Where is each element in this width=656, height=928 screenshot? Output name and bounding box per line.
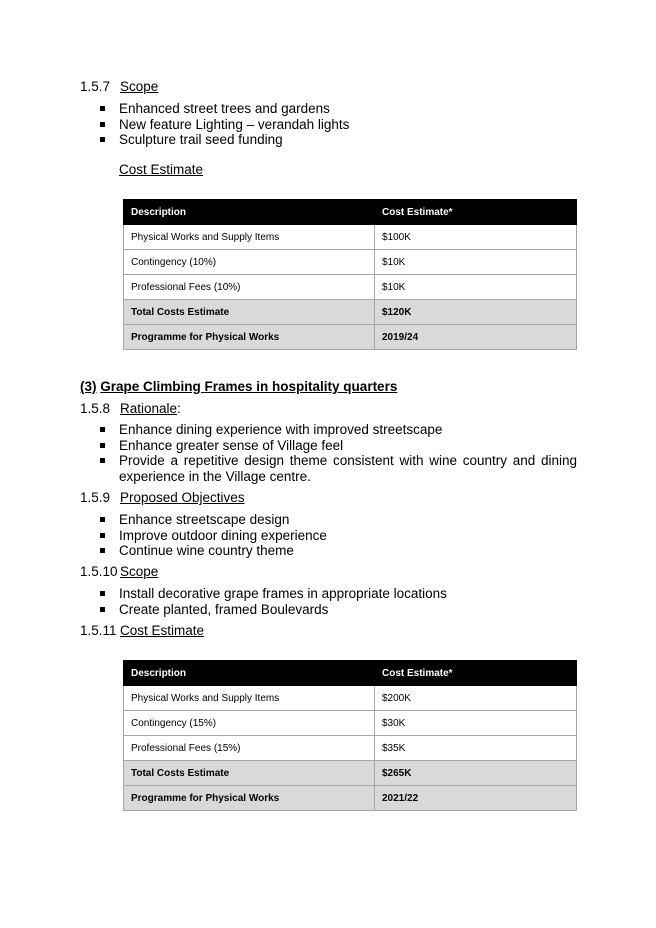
table-row xyxy=(124,686,577,711)
table-cell: $10K xyxy=(375,275,577,300)
table-cell: Professional Fees (10%) xyxy=(124,275,375,300)
table-cell: Contingency (10%) xyxy=(124,250,375,275)
bullet-icon xyxy=(100,591,105,596)
bullet-icon xyxy=(100,443,105,448)
table-cell: Programme for Physical Works xyxy=(124,786,375,811)
table-cell: Physical Works and Supply Items xyxy=(124,686,375,711)
bullet-icon xyxy=(100,427,105,432)
section-title-number: (3) xyxy=(80,379,97,394)
table-cell: Physical Works and Supply Items xyxy=(124,225,375,250)
table-cell: 2021/22 xyxy=(375,786,577,811)
bullet-icon xyxy=(100,122,105,127)
bullet-icon xyxy=(100,137,105,142)
table-row xyxy=(124,250,577,275)
table-header-row xyxy=(124,200,577,225)
list-item: Enhance dining experience with improved streetscape xyxy=(97,422,577,438)
table-row xyxy=(124,736,577,761)
table-cell: $35K xyxy=(375,736,577,761)
list-item: Install decorative grape frames in appropriate locations xyxy=(97,586,577,602)
cost-estimate-heading: Cost Estimate xyxy=(119,162,204,177)
table-row xyxy=(124,275,577,300)
list-item: Create planted, framed Boulevards xyxy=(97,602,577,618)
section-number: 1.5.9 xyxy=(80,490,111,505)
list-item: New feature Lighting – verandah lights xyxy=(97,117,577,133)
section-number: 1.5.10 xyxy=(80,564,118,579)
column-header: Description xyxy=(124,661,375,686)
scope2-bullet-list xyxy=(97,586,577,617)
bullet-icon xyxy=(100,607,105,612)
rationale-bullet-list xyxy=(97,422,577,484)
bullet-icon xyxy=(100,517,105,522)
table-row-programme xyxy=(124,786,577,811)
table-cell: $200K xyxy=(375,686,577,711)
list-item: Improve outdoor dining experience xyxy=(97,528,577,544)
section-heading-1-5-11 xyxy=(80,623,204,639)
bullet-icon xyxy=(100,533,105,538)
label-suffix: : xyxy=(177,401,181,416)
list-item: Enhance greater sense of Village feel xyxy=(97,438,577,454)
list-item: Enhance streetscape design xyxy=(97,512,577,528)
section-label: Cost Estimate xyxy=(120,623,205,638)
section-label: Scope xyxy=(120,79,159,94)
table-row xyxy=(124,711,577,736)
section-label: Proposed Objectives xyxy=(120,490,245,505)
table-cell: Total Costs Estimate xyxy=(124,300,375,325)
list-item: Provide a repetitive design theme consistent with wine country and dining experience in the Village centre. xyxy=(97,453,577,484)
column-header: Cost Estimate* xyxy=(375,661,577,686)
scope-bullet-list xyxy=(97,101,577,148)
table-cell: Programme for Physical Works xyxy=(124,325,375,350)
section-title-text: Grape Climbing Frames in hospitality quarters xyxy=(100,379,398,394)
table-cell: $265K xyxy=(375,761,577,786)
table-cell: $10K xyxy=(375,250,577,275)
objectives-bullet-list xyxy=(97,512,577,559)
table-cell: Total Costs Estimate xyxy=(124,761,375,786)
table-cell: Professional Fees (15%) xyxy=(124,736,375,761)
list-item: Enhanced street trees and gardens xyxy=(97,101,577,117)
table-row xyxy=(124,225,577,250)
bullet-icon xyxy=(100,458,105,463)
table-cell: 2019/24 xyxy=(375,325,577,350)
column-header: Cost Estimate* xyxy=(375,200,577,225)
section-heading-1-5-8 xyxy=(80,401,181,417)
section-title xyxy=(80,379,397,395)
section-heading-1-5-9 xyxy=(80,490,245,506)
section-label: Rationale xyxy=(120,401,178,416)
table-row-programme xyxy=(124,325,577,350)
table-header-row xyxy=(124,661,577,686)
table-row-total xyxy=(124,300,577,325)
bullet-icon xyxy=(100,106,105,111)
table-cell: $100K xyxy=(375,225,577,250)
cost-table-2 xyxy=(123,660,577,811)
table-cell: $30K xyxy=(375,711,577,736)
list-item: Continue wine country theme xyxy=(97,543,577,559)
table-cell: Contingency (15%) xyxy=(124,711,375,736)
list-item: Sculpture trail seed funding xyxy=(97,132,577,148)
table-cell: $120K xyxy=(375,300,577,325)
section-number: 1.5.7 xyxy=(80,79,111,94)
cost-table-1 xyxy=(123,199,577,350)
section-heading-1-5-7 xyxy=(80,79,158,95)
column-header: Description xyxy=(124,200,375,225)
section-heading-1-5-10 xyxy=(80,564,158,580)
section-label: Scope xyxy=(120,564,159,579)
section-number: 1.5.8 xyxy=(80,401,111,416)
bullet-icon xyxy=(100,548,105,553)
table-row-total xyxy=(124,761,577,786)
section-number: 1.5.11 xyxy=(80,623,117,638)
